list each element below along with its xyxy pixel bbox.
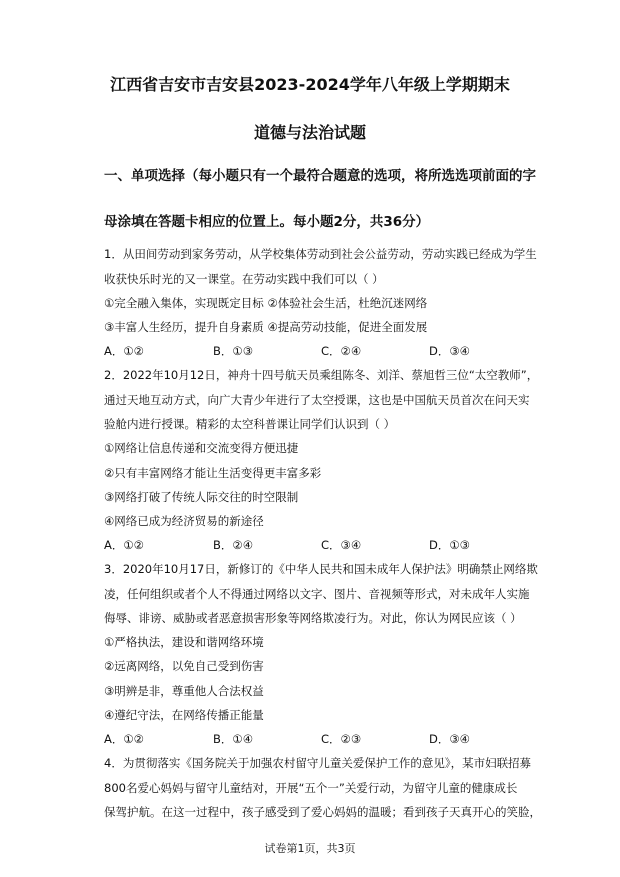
- question-2-statement: ②只有丰富网络才能让生活变得更丰富多彩: [104, 466, 322, 480]
- question-2-stem-line: 验舱内进行授课。精彩的太空科普课让同学们认识到（ ）: [104, 417, 396, 431]
- question-2-statement: ③网络打破了传统人际交往的时空限制: [104, 490, 299, 504]
- question-4-stem-line: 800名爱心妈妈与留守儿童结对，开展“五个一”关爱行动，为留守儿童的健康成长: [104, 781, 518, 795]
- question-2-choice-b: B．②④: [213, 538, 254, 552]
- question-2-choice-d: D．①③: [429, 538, 470, 552]
- section-heading-line-1: 一、单项选择（每小题只有一个最符合题意的选项，将所选选项前面的字: [104, 168, 536, 184]
- question-2-statement: ④网络已成为经济贸易的新途径: [104, 514, 264, 528]
- question-3-choice-a: A．①②: [104, 732, 144, 746]
- question-3-statement: ④遵纪守法，在网络传播正能量: [104, 708, 264, 722]
- question-4-stem-line: 保驾护航。在这一过程中，孩子感受到了爱心妈妈的温暖；看到孩子天真开心的笑脸，: [104, 805, 541, 819]
- question-1-statement: ③丰富人生经历，提升自身素质 ④提高劳动技能，促进全面发展: [104, 320, 428, 334]
- page-footer: 试卷第1页，共3页: [264, 842, 356, 855]
- question-3-stem-line: 凌，任何组织或者个人不得通过网络以文字、图片、音视频等形式，对未成年人实施: [104, 587, 530, 601]
- question-3-choice-d: D．③④: [429, 732, 470, 746]
- question-3-choice-c: C．②③: [321, 732, 362, 746]
- section-heading-line-2: 母涂填在答题卡相应的位置上。每小题2分，共36分）: [104, 214, 430, 230]
- question-1-statement: ①完全融入集体，实现既定目标 ②体验社会生活，杜绝沉迷网络: [104, 296, 428, 310]
- question-1-choice-c: C．②④: [321, 344, 362, 358]
- question-1-choice-d: D．③④: [429, 344, 470, 358]
- question-4-stem-line: 4．为贯彻落实《国务院关于加强农村留守儿童关爱保护工作的意见》，某市妇联招募: [104, 756, 532, 770]
- exam-title-line-2: 道德与法治试题: [253, 123, 366, 142]
- question-1-choice-a: A．①②: [104, 344, 144, 358]
- question-3-statement: ③明辨是非，尊重他人合法权益: [104, 684, 264, 698]
- question-2-statement: ①网络让信息传递和交流变得方便迅捷: [104, 441, 299, 455]
- question-3-choice-b: B．①④: [213, 732, 254, 746]
- question-1-stem-line: 收获快乐时光的又一课堂。在劳动实践中我们可以（ ）: [104, 272, 384, 286]
- question-2-choice-c: C．③④: [321, 538, 362, 552]
- question-3-stem-line: 侮辱、诽谤、威胁或者恶意损害形象等网络欺凌行为。对此，你认为网民应该（ ）: [104, 611, 522, 625]
- question-2-choice-a: A．①②: [104, 538, 144, 552]
- question-1-choice-b: B．①③: [213, 344, 254, 358]
- question-3-statement: ①严格执法，建设和谐网络环境: [104, 635, 264, 649]
- question-2-stem-line: 2．2022年10月12日，神舟十四号航天员乘组陈冬、刘洋、蔡旭哲三位“太空教师”，: [104, 368, 539, 382]
- question-1-stem-line: 1．从田间劳动到家务劳动，从学校集体劳动到社会公益劳动，劳动实践已经成为学生: [104, 247, 537, 261]
- question-3-statement: ②远离网络，以免自己受到伤害: [104, 659, 264, 673]
- question-2-stem-line: 通过天地互动方式，向广大青少年进行了太空授课，这也是中国航天员首次在问天实: [104, 393, 530, 407]
- question-3-stem-line: 3．2020年10月17日，新修订的《中华人民共和国未成年人保护法》明确禁止网络欺: [104, 562, 538, 576]
- exam-title-line-1: 江西省吉安市吉安县2023-2024学年八年级上学期期末: [110, 75, 510, 94]
